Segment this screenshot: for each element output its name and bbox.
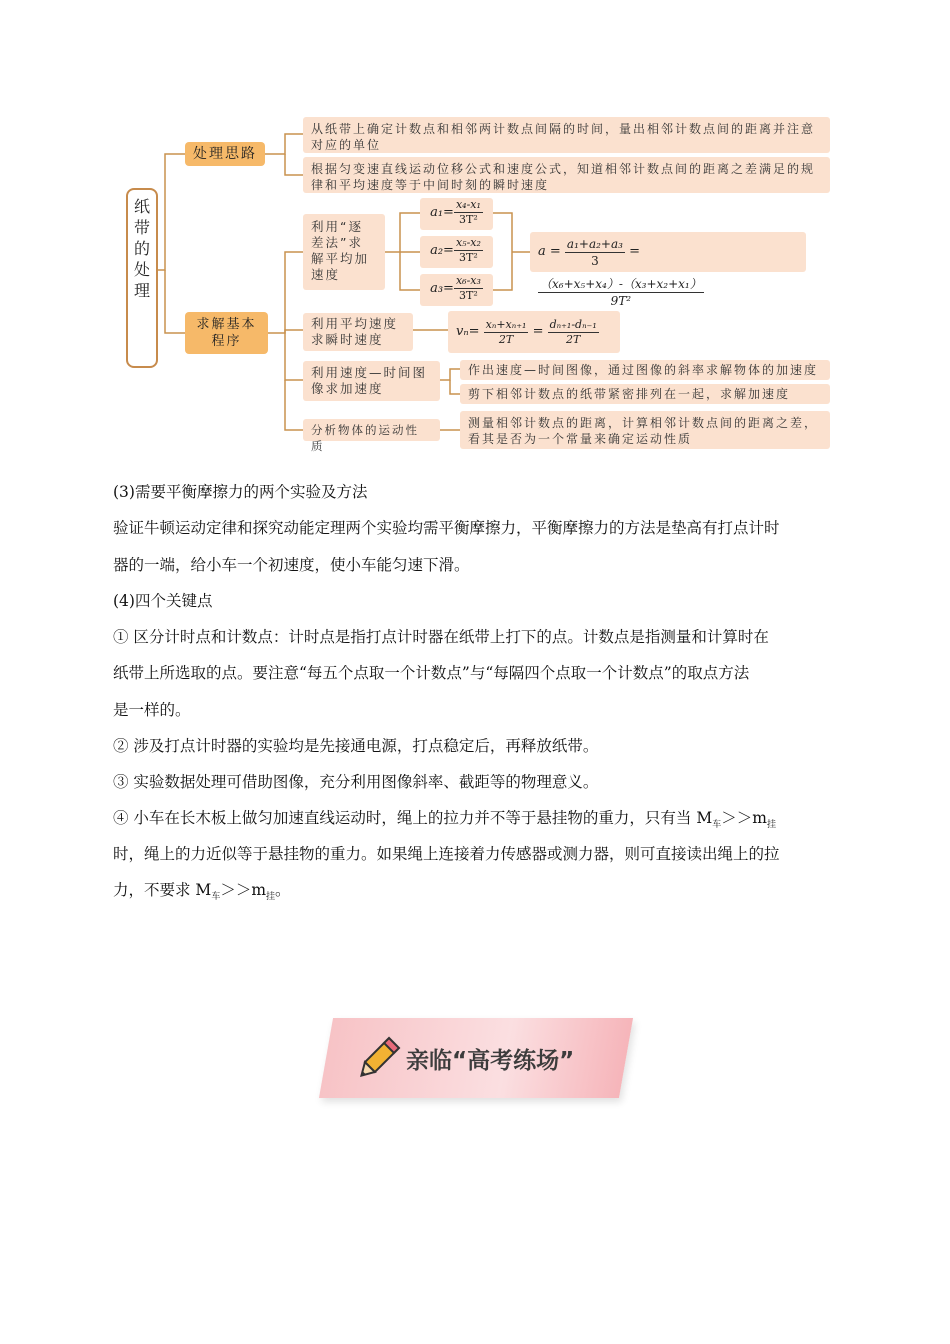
gtgt-m: ＞＞m	[721, 809, 767, 827]
formula-vn-den1: 2T	[498, 332, 514, 346]
sub-gua-2: 挂	[266, 892, 276, 903]
pencil-icon	[352, 1034, 402, 1086]
idea-item-2	[303, 157, 830, 193]
sub-motion-nature-label: 分析物体的运动性质	[311, 423, 419, 453]
sub-average-velocity-label: 利用平均速度求瞬时速度	[311, 316, 399, 347]
branch-processing-idea	[185, 142, 265, 166]
formula-a-den1: 3	[591, 253, 599, 268]
formula-a2	[420, 236, 493, 268]
formula-a1-lhs: a₁=	[430, 205, 454, 220]
formula-a2-lhs: a₂=	[430, 243, 454, 258]
branch-processing-idea-label: 处理思路	[193, 146, 257, 162]
key-4-line1-text: ④ 小车在长木板上做匀加速直线运动时，绳上的拉力并不等于悬挂物的重力，只有当 M	[113, 809, 713, 827]
formula-a3-lhs: a₃=	[430, 281, 454, 296]
key-4-end: 。	[275, 881, 291, 899]
banner-title: 亲临“高考练场”	[406, 1048, 575, 1074]
formula-a2-den: 3T²	[459, 251, 478, 264]
vt-item-2	[460, 384, 830, 404]
formula-a-lhs: a =	[538, 244, 561, 259]
formula-a-eq: =	[629, 244, 640, 259]
formula-a-num1: a₁+a₂+a₃	[566, 236, 623, 251]
branch-basic-procedure-label: 求解基本程序	[196, 317, 257, 349]
formula-vn-num1: xₙ+xₙ₊₁	[485, 317, 527, 331]
vt-item-2-text: 剪下相邻计数点的纸带紧密排列在一起，求解加速度	[468, 387, 791, 401]
mindmap-root	[126, 188, 158, 368]
formula-a3-den: 3T²	[459, 289, 478, 302]
key-3: ③ 实验数据处理可借助图像，充分利用图像斜率、截距等的物理意义。	[113, 773, 599, 791]
heading-3: (3)需要平衡摩擦力的两个实验及方法	[113, 483, 368, 501]
formula-vn-lhs: vₙ=	[456, 324, 480, 339]
sub-successive-difference-label: 利用“逐差法”求解平均加速度	[311, 219, 370, 282]
formula-a2-num: x₅-x₂	[455, 236, 481, 249]
formula-a1-num: x₄-x₁	[455, 198, 481, 211]
sub-successive-difference	[303, 214, 385, 290]
sub-vt-graph-label: 利用速度—时间图像求加速度	[311, 365, 428, 396]
formula-a1-den: 3T²	[459, 213, 478, 226]
sub-motion-nature	[303, 419, 440, 453]
key-4-line2: 时，绳上的力近似等于悬挂物的重力。如果绳上连接着力传感器或测力器，则可直接读出绳上的拉	[113, 845, 780, 863]
sub-average-velocity	[303, 313, 413, 351]
vt-item-1-text: 作出速度—时间图像，通过图像的斜率求解物体的加速度	[468, 363, 819, 377]
formula-a-num2: （x₆+x₅+x₄）-（x₃+x₂+x₁）	[540, 276, 702, 291]
sub-che-2: 车	[211, 892, 221, 903]
gtgt-m-2: ＞＞m	[220, 881, 267, 899]
key-4-line3	[113, 872, 838, 915]
formula-a-average	[530, 232, 806, 308]
idea-item-1	[303, 117, 830, 153]
branch-basic-procedure	[185, 312, 268, 354]
heading-4: (4)四个关键点	[113, 592, 213, 610]
sub-che: 车	[712, 820, 722, 831]
formula-a1	[420, 198, 493, 230]
para-3-line1: 验证牛顿运动定律和探究动能定理两个实验均需平衡摩擦力，平衡摩擦力的方法是垫高有打点计时	[113, 519, 780, 537]
formula-a3	[420, 274, 493, 306]
formula-vn-den2: 2T	[566, 332, 581, 346]
formula-vn-eq: =	[532, 324, 544, 339]
formula-vn	[448, 311, 620, 353]
motion-item-text: 测量相邻计数点的距离，计算相邻计数点间的距离之差，看其是否为一个常量来确定运动性质	[468, 416, 819, 446]
idea-item-1-text: 从纸带上确定计数点和相邻两计数点间隔的时间，量出相邻计数点间的距离并注意对应的单位	[311, 122, 816, 152]
sub-gua: 挂	[766, 820, 776, 831]
motion-item	[460, 411, 830, 449]
mindmap-root-label: 纸带的处理	[133, 197, 150, 300]
formula-vn-num2: dₙ₊₁-dₙ₋₁	[549, 317, 597, 331]
key-1-line1: ① 区分计时点和计数点：计时点是指打点计时器在纸带上打下的点。计数点是指测量和计算时在	[113, 628, 769, 646]
para-3-line2: 器的一端，给小车一个初速度，使小车能匀速下滑。	[113, 556, 470, 574]
sub-vt-graph	[303, 361, 440, 401]
formula-a-den2: 9T²	[610, 293, 632, 308]
key-1-line2: 纸带上所选取的点。要注意“每五个点取一个计数点”与“每隔四个点取一个计数点”的取点方法	[113, 664, 750, 682]
vt-item-1	[460, 360, 830, 380]
formula-a3-num: x₆-x₃	[455, 274, 481, 287]
idea-item-2-text: 根据匀变速直线运动位移公式和速度公式，知道相邻计数点间的距离之差满足的规律和平均速度等于中间时刻的瞬时速度	[311, 162, 816, 192]
key-4-line3-text: 力，不要求 M	[113, 881, 212, 899]
key-2: ② 涉及打点计时器的实验均是先接通电源，打点稳定后，再释放纸带。	[113, 737, 599, 755]
key-1-line3: 是一样的。	[113, 701, 191, 719]
